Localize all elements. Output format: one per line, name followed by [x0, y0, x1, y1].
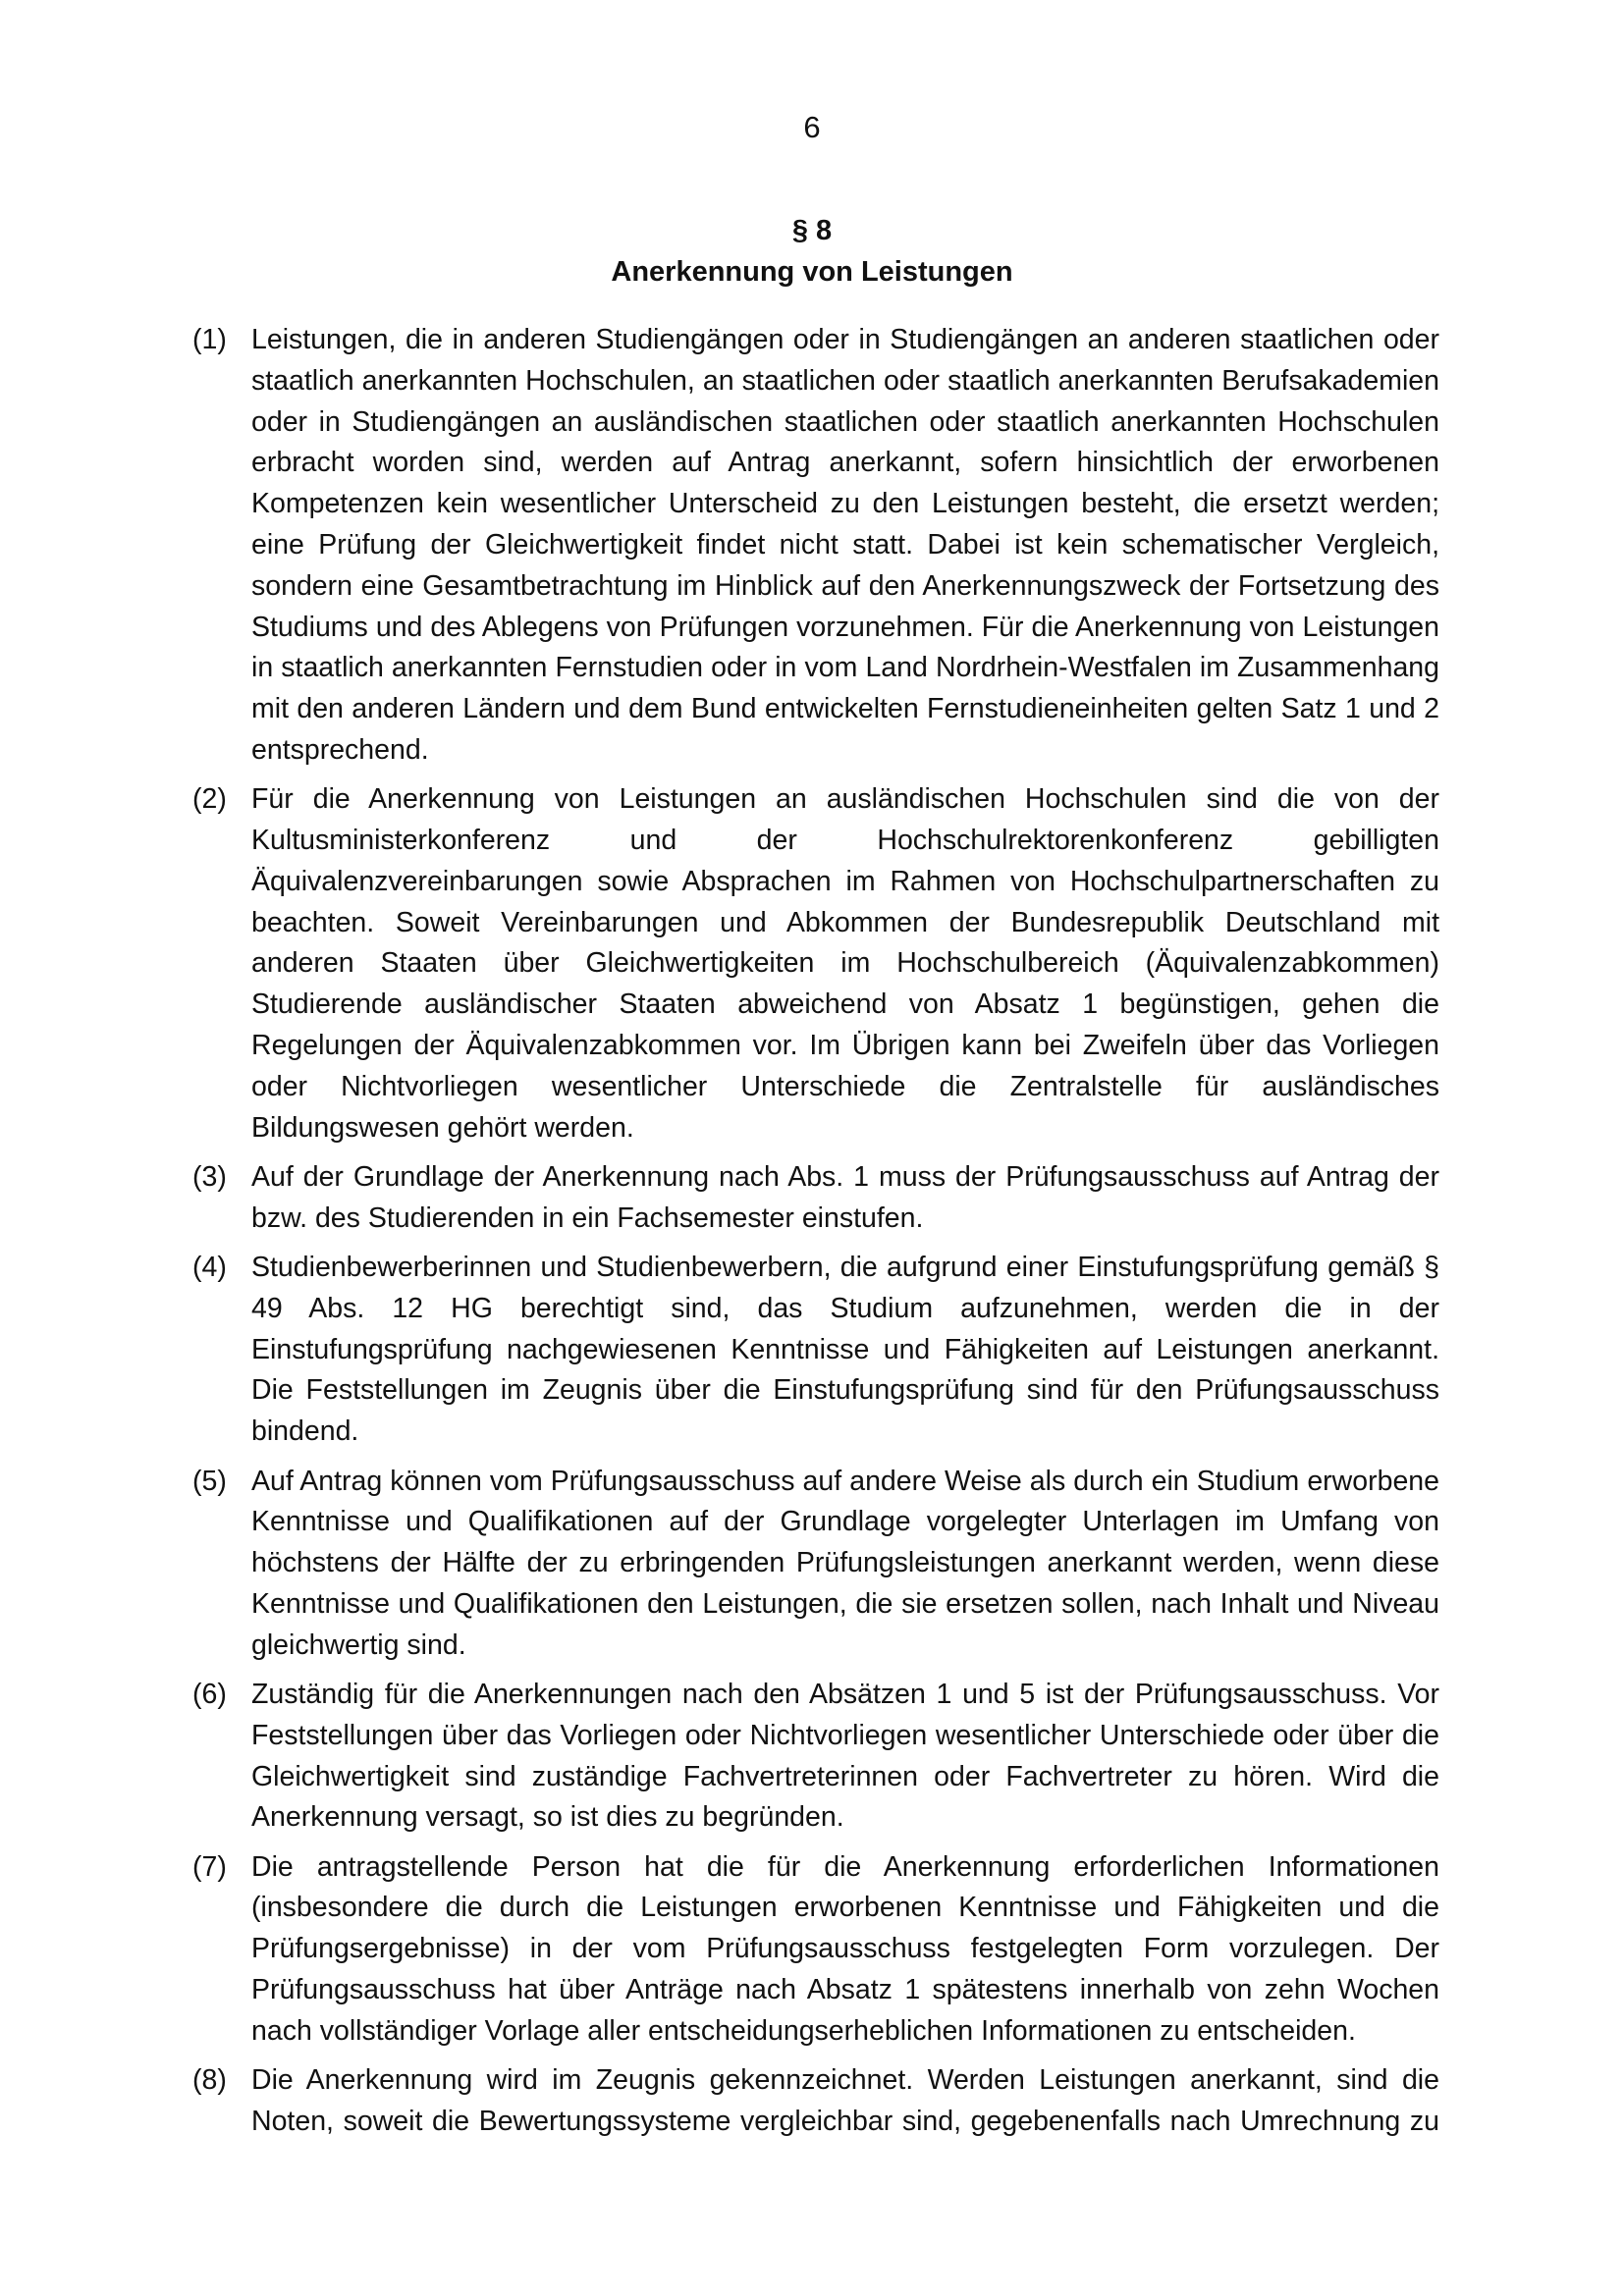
- paragraph-7: [192, 1847, 1439, 2053]
- paragraph-list: [192, 320, 1439, 2151]
- paragraph-number: (6): [192, 1679, 227, 1710]
- paragraph-4: [192, 1248, 1439, 1453]
- paragraph-number: (8): [192, 2064, 227, 2097]
- paragraph-text: Studienbewerberinnen und Studienbewerbern, die aufgrund einer Einstufungsprüfung gemäß § 49 Abs. 12 HG berechtigt sind, das Studium aufzunehmen, werden die in der Einstufungsprüfung nachgewiesenen Kenntnisse und Fähigkeiten auf Leistungen anerkannt. Die Feststellungen im Zeugnis über die Einstufungsprüfung sind für den Prüfungsausschuss bindend.: [251, 1252, 1439, 1448]
- paragraph-text: Zuständig für die Anerkennungen nach den Absätzen 1 und 5 ist der Prüfungsausschuss. Vor Feststellungen über das Vorliegen oder Nichtvorliegen wesentlicher Unterschiede oder über die Gleichwertigkeit sind zuständige Fachvertreterinnen oder Fachvertreter zu hören. Wird die Anerkennung versagt, so ist dies zu begründen.: [251, 1679, 1439, 1834]
- paragraph-number: (7): [192, 1850, 227, 1883]
- paragraph-1: [192, 320, 1439, 772]
- paragraph-3: [192, 1157, 1439, 1240]
- section-heading: [0, 210, 1624, 293]
- paragraph-text: Leistungen, die in anderen Studiengängen oder in Studiengängen an anderen staatlichen oder staatlich anerkannten Hochschulen, an staatlichen oder staatlich anerkannten Berufsakademien oder in Studiengängen an ausländischen staatlichen oder staatlich anerkannten Hochschulen erbracht worden sind, werden auf Antrag anerkannt, sofern hinsichtlich der erworbenen Kompetenzen kein wesentlicher Unterscheid zu den Leistungen besteht, die ersetzt werden; eine Prüfung der Gleichwertigkeit findet nicht statt. Dabei ist kein schematischer Vergleich, sondern eine Gesamtbetrachtung im Hinblick auf den Anerkennungszweck der Fortsetzung des Studiums und des Ablegens von Prüfungen vorzunehmen. Für die Anerkennung von Leistungen in staatlich anerkannten Fernstudien oder in vom Land Nordrhein-Westfalen im Zusammenhang mit den anderen Ländern und dem Bund entwickelten Fernstudieneinheiten gelten Satz 1 und 2 entsprechend.: [251, 324, 1439, 766]
- paragraph-text: Auf der Grundlage der Anerkennung nach Abs. 1 muss der Prüfungsausschuss auf Antrag der bzw. des Studierenden in ein Fachsemester einstufen.: [251, 1160, 1439, 1234]
- paragraph-5: [192, 1462, 1439, 1667]
- section-title: Anerkennung von Leistungen: [611, 256, 1013, 288]
- paragraph-text: Für die Anerkennung von Leistungen an ausländischen Hochschulen sind die von der Kultusministerkonferenz und der Hochschulrektorenkonferenz gebilligten Äquivalenzvereinbarungen sowie Absprachen im Rahmen von Hochschulpartnerschaften zu beachten. Soweit Vereinbarungen und Abkommen der Bundesrepublik Deutschland mit anderen Staaten über Gleichwertigkeiten im Hochschulbereich (Äquivalenzabkommen) Studierende ausländischer Staaten abweichend von Absatz 1 begünstigen, gehen die Regelungen der Äquivalenzabkommen vor. Im Übrigen kann bei Zweifeln über das Vorliegen oder Nichtvorliegen wesentlicher Unterschiede die Zentralstelle für ausländisches Bildungswesen gehört werden.: [251, 783, 1439, 1144]
- paragraph-number: (3): [192, 1160, 227, 1193]
- paragraph-text: Auf Antrag können vom Prüfungsausschuss auf andere Weise als durch ein Studium erworbene Kenntnisse und Qualifikationen auf der Grundlage vorgelegter Unterlagen im Umfang von höchstens der Hälfte der zu erbringenden Prüfungsleistungen anerkannt werden, wenn diese Kenntnisse und Qualifikationen den Leistungen, die sie ersetzen sollen, nach Inhalt und Niveau gleichwertig sind.: [251, 1465, 1439, 1661]
- paragraph-number: (5): [192, 1465, 227, 1497]
- paragraph-number: (1): [192, 324, 227, 355]
- paragraph-8: [192, 2060, 1439, 2143]
- paragraph-number: (2): [192, 783, 227, 816]
- section-symbol: § 8: [791, 215, 833, 246]
- page-number: 6: [803, 110, 821, 144]
- paragraph-text: Die Anerkennung wird im Zeugnis gekennzeichnet. Werden Leistungen anerkannt, sind die Noten, soweit die Bewertungssysteme vergleichbar sind, gegebenenfalls nach Umrechnung zu: [251, 2064, 1439, 2137]
- paragraph-number: (4): [192, 1252, 227, 1284]
- paragraph-2: [192, 779, 1439, 1148]
- paragraph-6: [192, 1675, 1439, 1839]
- paragraph-text: Die antragstellende Person hat die für die Anerkennung erforderlichen Informationen (insbesondere die durch die Leistungen erworbenen Kenntnisse und Fähigkeiten und die Prüfungsergebnisse) in der vom Prüfungsausschuss festgelegten Form vorzulegen. Der Prüfungsausschuss hat über Anträge nach Absatz 1 spätestens innerhalb von zehn Wochen nach vollständiger Vorlage aller entscheidungserheblichen Informationen zu entscheiden.: [251, 1850, 1439, 2047]
